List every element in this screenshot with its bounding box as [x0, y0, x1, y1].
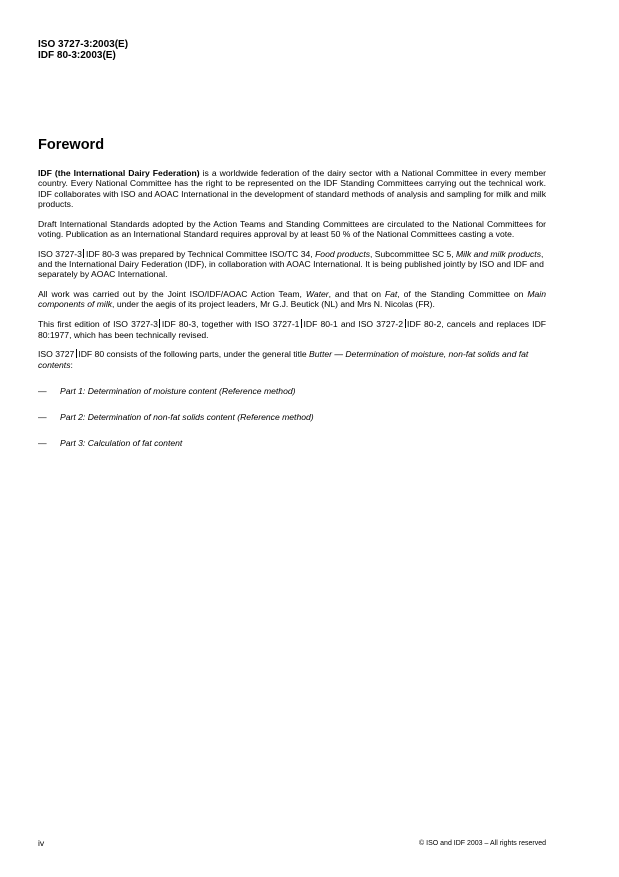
separator-bar [83, 249, 84, 258]
paragraph-action-team [38, 289, 546, 310]
dash-bullet: — [38, 385, 47, 396]
list-item [38, 386, 546, 396]
page-title: Foreword [38, 137, 105, 153]
list-item [38, 438, 546, 448]
paragraph-text: ISO 3727 [38, 349, 75, 360]
list-item-part-2: Part 2: Determination of non-fat solids content (Reference method) [60, 411, 314, 422]
paragraph-text: All work was carried out by the Joint ISO/IDF/AOAC Action Team, [38, 289, 306, 300]
paragraph-text: , Subcommittee SC 5, [370, 248, 456, 259]
paragraph-text: IDF 80-3 was prepared by Technical Committee ISO/TC 34, [85, 248, 316, 259]
list-item [38, 412, 546, 422]
paragraph-text: : [70, 359, 73, 370]
paragraph-voting: Draft International Standards adopted by the Action Teams and Standing Committees are circulated to the National Committees for voting. Publication as an International Standard requires approval by at least 50 % of the National Committees casting a vote. [38, 218, 546, 239]
paragraph-text: , under the aegis of its project leaders, Mr G.J. Beutick (NL) and Mrs N. Nicolas (FR). [112, 299, 435, 310]
italic-text: Food products [315, 248, 370, 259]
copyright-notice: © ISO and IDF 2003 – All rights reserved [419, 840, 546, 847]
separator-bar [405, 319, 406, 328]
paragraph-text: IDF 80 consists of the following parts, under the general title [78, 349, 310, 360]
paragraph-idf-intro [38, 168, 546, 209]
document-header [38, 39, 128, 61]
header-idf-number: IDF 80-3:2003(E) [38, 50, 116, 61]
paragraph-text: IDF 80-2, cancels and replaces IDF 80:1977, which has been technically revised. [38, 319, 547, 340]
separator-bar [301, 319, 302, 328]
separator-bar [159, 319, 160, 328]
italic-text: Water [305, 289, 329, 300]
paragraph-edition [38, 319, 546, 340]
italic-text: Main components of milk [38, 289, 546, 310]
paragraph-text: , and the International Dairy Federation (IDF), in collaboration with AOAC International. It is being published jointly by ISO and IDF and separately by AOAC International. [38, 248, 544, 280]
list-item-part-1: Part 1: Determination of moisture content (Reference method) [60, 385, 296, 396]
page-number: iv [38, 838, 45, 848]
paragraph-parts [38, 349, 546, 370]
dash-bullet: — [38, 437, 47, 448]
italic-text: Butter — Determination of moisture, non-fat solids and fat contents [38, 349, 529, 370]
paragraph-text: , and that on [328, 289, 385, 300]
paragraph-text: ISO 3727-3 [38, 248, 82, 259]
italic-text: Milk and milk products [455, 248, 541, 259]
foreword-body [38, 168, 546, 463]
separator-bar [76, 349, 77, 358]
header-iso-number: ISO 3727-3:2003(E) [38, 39, 129, 50]
paragraph-text: This first edition of ISO 3727-3 [38, 319, 158, 330]
paragraph-text: IDF 80-3, together with ISO 3727-1 [161, 319, 300, 330]
idf-name-bold: IDF (the International Dairy Federation) [38, 168, 200, 178]
paragraph-text: , of the Standing Committee on [397, 289, 528, 300]
paragraph-preparation [38, 249, 546, 280]
dash-bullet: — [38, 411, 47, 422]
italic-text: Fat [384, 289, 398, 300]
paragraph-text: is a worldwide federation of the dairy sector with a National Committee in every member country. Every National Committee has the right to be represented on the IDF Standing Committees carrying out the technical work. IDF collaborates with ISO and AOAC International in the development of standard methods of analysis and sampling for milk and milk products. [38, 168, 546, 209]
paragraph-text: IDF 80-1 and ISO 3727-2 [303, 319, 404, 330]
list-item-part-3: Part 3: Calculation of fat content [60, 437, 183, 448]
